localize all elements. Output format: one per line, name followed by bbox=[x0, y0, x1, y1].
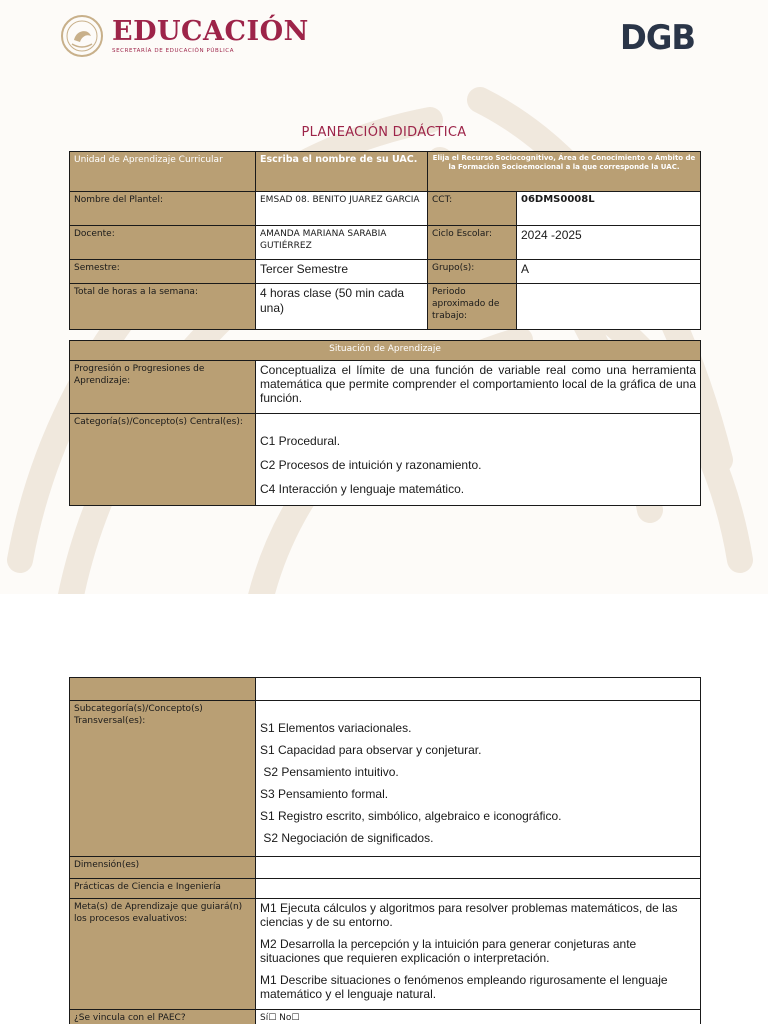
progresion-value[interactable] bbox=[256, 361, 701, 414]
brand-title: EDUCACIÓN bbox=[112, 16, 309, 47]
docente-value[interactable]: AMANDA MARIANA SARABIA GUTIÉRREZ bbox=[256, 226, 428, 260]
ciclo-label: Ciclo Escolar: bbox=[428, 226, 517, 260]
practicas-label: Prácticas de Ciencia e Ingeniería bbox=[70, 879, 256, 899]
header bbox=[60, 12, 309, 60]
horas-label: Total de horas a la semana: bbox=[70, 284, 256, 330]
cct-label: CCT: bbox=[428, 192, 517, 226]
meta-item: M1 Ejecuta cálculos y algoritmos para resolver problemas matemáticos, de las ciencias y de su entorno. bbox=[260, 901, 678, 929]
dimension-label: Dimensión(es) bbox=[70, 857, 256, 879]
empty-value-cell[interactable] bbox=[256, 678, 701, 701]
paec-checkboxes[interactable]: Sí☐ No☐ bbox=[256, 1010, 701, 1024]
categoria-item: C4 Interacción y lenguaje matemático. bbox=[260, 482, 465, 496]
page-gap bbox=[0, 594, 768, 678]
periodo-value[interactable] bbox=[517, 284, 701, 330]
categoria-value[interactable] bbox=[256, 414, 701, 506]
semestre-label: Semestre: bbox=[70, 260, 256, 284]
page2-table bbox=[69, 677, 701, 1024]
plantel-value[interactable]: EMSAD 08. BENITO JUAREZ GARCIA bbox=[256, 192, 428, 226]
practicas-value[interactable] bbox=[256, 879, 701, 899]
plantel-label: Nombre del Plantel: bbox=[70, 192, 256, 226]
subcategoria-value[interactable] bbox=[256, 701, 701, 857]
periodo-label: Periodo aproximado de trabajo: bbox=[428, 284, 517, 330]
metas-value[interactable] bbox=[256, 899, 701, 1010]
brand-block bbox=[112, 18, 309, 54]
info-table bbox=[69, 151, 701, 330]
subcategoria-item: S2 Pensamiento intuitivo. bbox=[260, 765, 399, 779]
semestre-value[interactable]: Tercer Semestre bbox=[256, 260, 428, 284]
empty-label-cell bbox=[70, 678, 256, 701]
subcategoria-item: S1 Registro escrito, simbólico, algebraico e iconográfico. bbox=[260, 809, 562, 823]
situacion-header: Situación de Aprendizaje bbox=[70, 341, 701, 361]
dgb-logo: DGB bbox=[620, 18, 696, 58]
dimension-value[interactable] bbox=[256, 857, 701, 879]
subcategoria-label: Subcategoría(s)/Concepto(s) Transversal(es): bbox=[70, 701, 256, 857]
brand-subtitle: SECRETARÍA DE EDUCACIÓN PÚBLICA bbox=[112, 48, 235, 54]
situacion-table bbox=[69, 340, 701, 506]
meta-item: M1 Describe situaciones o fenómenos empleando rigurosamente el lenguaje matemático y el lenguaje natural. bbox=[260, 973, 668, 1001]
paec-label: ¿Se vincula con el PAEC? bbox=[70, 1010, 256, 1024]
docente-label: Docente: bbox=[70, 226, 256, 260]
horas-value[interactable]: 4 horas clase (50 min cada una) bbox=[256, 284, 428, 330]
subcategoria-item: S2 Negociación de significados. bbox=[260, 831, 434, 845]
categoria-item: C2 Procesos de intuición y razonamiento. bbox=[260, 458, 482, 472]
uac-value[interactable]: Escriba el nombre de su UAC. bbox=[256, 152, 428, 192]
document-title: PLANEACIÓN DIDÁCTICA bbox=[301, 125, 467, 140]
meta-item: M2 Desarrolla la percepción y la intuición para generar conjeturas ante situaciones que requieren explicación o interpretación. bbox=[260, 937, 637, 965]
recurso-selector[interactable]: Elija el Recurso Sociocognitivo, Área de Conocimiento o Ámbito de la Formación Socioemocional a la que corresponde la UAC. bbox=[428, 152, 701, 192]
progresion-text: Conceptualiza el límite de una función de variable real como una herramienta matemática que permite comprender el comportamiento local de la gráfica de una función. bbox=[260, 363, 697, 405]
metas-label: Meta(s) de Aprendizaje que guiará(n) los procesos evaluativos: bbox=[70, 899, 256, 1010]
subcategoria-item: S3 Pensamiento formal. bbox=[260, 787, 389, 801]
grupo-label: Grupo(s): bbox=[428, 260, 517, 284]
categoria-label: Categoría(s)/Concepto(s) Central(es): bbox=[70, 414, 256, 506]
subcategoria-item: S1 Capacidad para observar y conjeturar. bbox=[260, 743, 482, 757]
categoria-item: C1 Procedural. bbox=[260, 434, 341, 448]
ciclo-value[interactable]: 2024 -2025 bbox=[517, 226, 701, 260]
subcategoria-item: S1 Elementos variacionales. bbox=[260, 721, 412, 735]
national-seal-icon bbox=[60, 14, 104, 58]
progresion-label: Progresión o Progresiones de Aprendizaje: bbox=[70, 361, 256, 414]
grupo-value[interactable]: A bbox=[517, 260, 701, 284]
uac-label: Unidad de Aprendizaje Curricular bbox=[70, 152, 256, 192]
cct-value[interactable]: 06DMS0008L bbox=[517, 192, 701, 226]
